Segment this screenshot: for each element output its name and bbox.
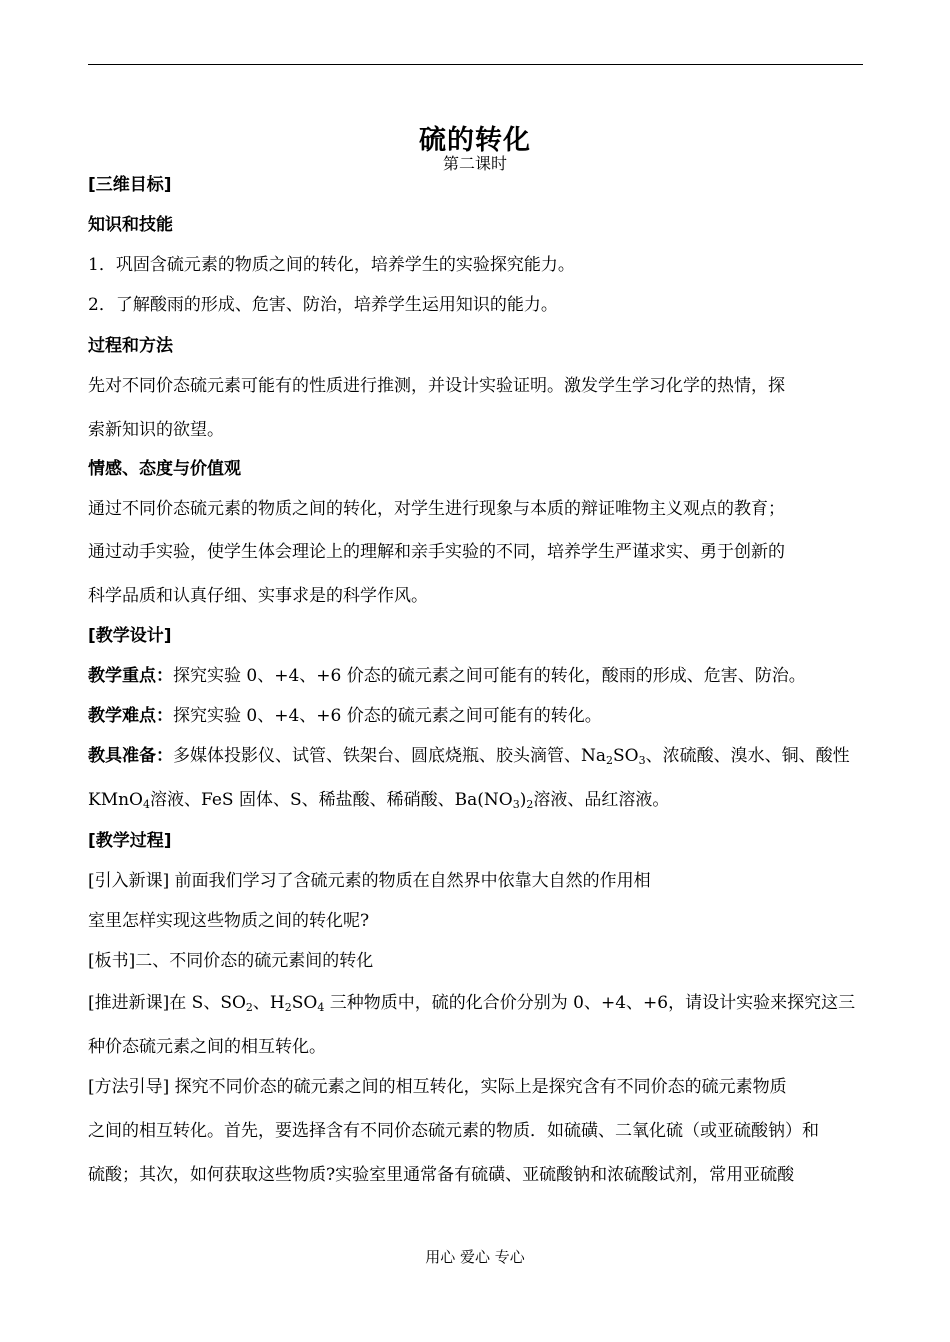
process-line-1: 先对不同价态硫元素可能有的性质进行推测，并设计实验证明。激发学生学习化学的热情，探 xyxy=(88,376,785,396)
heading-knowledge: 知识和技能 xyxy=(88,215,173,235)
adv-text-d: 三种物质中，硫的化合价分别为 0、+4、+6，请设计实验来探究这三 xyxy=(324,993,856,1013)
adv-text-b: 、H xyxy=(252,993,285,1013)
page-subtitle: 第二课时 xyxy=(442,154,507,173)
method-line-2: 之间的相互转化。首先，要选择含有不同价态硫元素的物质．如硫磺、二氧化硫（或亚硫酸钠）和 xyxy=(88,1121,819,1141)
tools2-sub-3: 2 xyxy=(526,798,534,811)
board-line: [板书]二、不同价态的硫元素间的转化 xyxy=(88,951,374,971)
focus-line xyxy=(88,664,868,688)
intro-line-1: [引入新课] 前面我们学习了含硫元素的物质在自然界中依靠大自然的作用相 xyxy=(88,871,651,891)
intro-line-2: 室里怎样实现这些物质之间的转化呢? xyxy=(88,911,370,931)
tools-line-1 xyxy=(88,744,868,770)
emotion-line-2: 通过动手实验，使学生体会理论上的理解和亲手实验的不同，培养学生严谨求实、勇于创新的 xyxy=(88,542,785,562)
tools2-text-d: 溶液、品红溶液。 xyxy=(533,790,670,810)
heading-objectives: [三维目标] xyxy=(88,175,172,195)
difficulty-text: 探究实验 0、+4、+6 价态的硫元素之间可能有的转化。 xyxy=(173,706,602,726)
tools-text-b: SO xyxy=(613,746,639,766)
tools-sub-2: 3 xyxy=(638,754,646,767)
adv-sub-3: 4 xyxy=(317,1001,325,1014)
knowledge-item-1: 1．巩固含硫元素的物质之间的转化，培养学生的实验探究能力。 xyxy=(88,255,575,275)
difficulty-line xyxy=(88,704,868,728)
tools2-sub-2: 3 xyxy=(512,798,520,811)
header-rule xyxy=(88,64,863,65)
process-line-2: 索新知识的欲望。 xyxy=(88,420,224,440)
tools-text-a: 多媒体投影仪、试管、铁架台、圆底烧瓶、胶头滴管、Na xyxy=(173,746,607,766)
emotion-line-3: 科学品质和认真仔细、实事求是的科学作风。 xyxy=(88,586,428,606)
focus-label: 教学重点： xyxy=(88,666,173,686)
tools2-sub-1: 4 xyxy=(143,798,150,811)
adv-sub-2: 2 xyxy=(284,1001,292,1014)
adv-sub-1: 2 xyxy=(245,1001,253,1014)
adv-text-a: [推进新课]在 S、SO xyxy=(88,993,246,1013)
adv-text-c: SO xyxy=(291,993,318,1013)
tools-line-2 xyxy=(88,788,868,814)
heading-emotion: 情感、态度与价值观 xyxy=(88,459,241,479)
tools2-text-b: 溶液、FeS 固体、S、稀盐酸、稀硝酸、Ba(NO xyxy=(150,790,513,810)
heading-teaching: [教学过程] xyxy=(88,831,172,851)
advance-line-2: 种价态硫元素之间的相互转化。 xyxy=(88,1037,326,1057)
knowledge-item-2: 2．了解酸雨的形成、危害、防治，培养学生运用知识的能力。 xyxy=(88,295,558,315)
difficulty-label: 教学难点： xyxy=(88,706,173,726)
method-line-3: 硫酸；其次，如何获取这些物质?实验室里通常备有硫磺、亚硫酸钠和浓硫酸试剂，常用亚硫酸 xyxy=(88,1165,795,1185)
tools2-text-a: KMnO xyxy=(88,790,143,810)
heading-design: [教学设计] xyxy=(88,626,172,646)
tools2-text-c: ) xyxy=(519,790,527,810)
page-footer: 用心 爱心 专心 xyxy=(425,1248,525,1266)
tools-text-c: 、浓硫酸、溴水、铜、酸性 xyxy=(645,746,850,766)
heading-process: 过程和方法 xyxy=(88,336,173,356)
method-line-1: [方法引导] 探究不同价态的硫元素之间的相互转化，实际上是探究含有不同价态的硫元素物质 xyxy=(88,1077,787,1097)
tools-sub-1: 2 xyxy=(606,754,614,767)
focus-text: 探究实验 0、+4、+6 价态的硫元素之间可能有的转化，酸雨的形成、危害、防治。 xyxy=(173,666,806,686)
advance-line-1 xyxy=(88,991,868,1017)
emotion-line-1: 通过不同价态硫元素的物质之间的转化，对学生进行现象与本质的辩证唯物主义观点的教育； xyxy=(88,499,785,519)
page-title: 硫的转化 xyxy=(419,125,531,156)
tools-label: 教具准备： xyxy=(88,746,173,766)
